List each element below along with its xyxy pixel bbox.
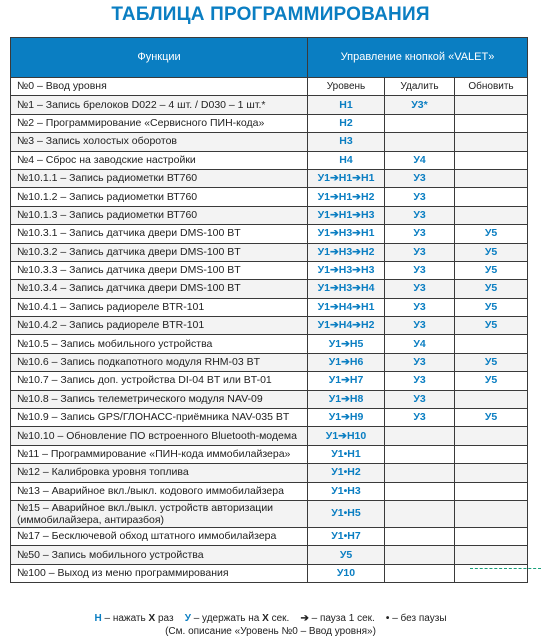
- delete-cell: У3: [385, 261, 455, 279]
- update-cell: У5: [455, 261, 528, 279]
- level-cell: У1•Н3: [308, 482, 385, 500]
- table-row: [11, 78, 528, 96]
- table-row: [11, 527, 528, 545]
- legend: [0, 612, 541, 638]
- delete-cell: [385, 564, 455, 582]
- func-cell: №10.3.4 – Запись датчика двери DMS-100 BT: [11, 280, 308, 298]
- update-cell: У5: [455, 243, 528, 261]
- level-cell: Н1: [308, 96, 385, 114]
- update-cell: У5: [455, 298, 528, 316]
- table-row: [11, 206, 528, 224]
- func-cell: №17 – Бесключевой обход штатного иммобилайзера: [11, 527, 308, 545]
- level-cell: У1•Н1: [308, 445, 385, 463]
- delete-cell: У4: [385, 151, 455, 169]
- update-cell: [455, 151, 528, 169]
- table-row: [11, 500, 528, 527]
- update-cell: [455, 390, 528, 408]
- delete-cell: У3: [385, 409, 455, 427]
- programming-table: [10, 37, 528, 583]
- delete-cell: Удалить: [385, 78, 455, 96]
- delete-cell: У3: [385, 317, 455, 335]
- level-cell: Н2: [308, 114, 385, 132]
- level-cell: У1➔Н7: [308, 372, 385, 390]
- update-cell: [455, 464, 528, 482]
- func-cell: №13 – Аварийное вкл./выкл. кодового иммобилайзера: [11, 482, 308, 500]
- update-cell: [455, 96, 528, 114]
- level-cell: У1➔Н10: [308, 427, 385, 445]
- delete-cell: [385, 114, 455, 132]
- page-title: ТАБЛИЦА ПРОГРАММИРОВАНИЯ: [111, 4, 430, 25]
- legend-dot-text: – без паузы: [389, 613, 447, 624]
- level-cell: Н4: [308, 151, 385, 169]
- legend-h-x: Х: [148, 613, 156, 624]
- delete-cell: У4: [385, 335, 455, 353]
- table-row: [11, 427, 528, 445]
- update-cell: [455, 206, 528, 224]
- update-cell: [455, 546, 528, 564]
- func-cell: №10.4.2 – Запись радиореле BTR-101: [11, 317, 308, 335]
- update-cell: У5: [455, 317, 528, 335]
- func-cell: №1 – Запись брелоков D022 – 4 шт. / D030 – 1 шт.*: [11, 96, 308, 114]
- delete-cell: У3: [385, 188, 455, 206]
- delete-cell: [385, 482, 455, 500]
- func-cell: №10.5 – Запись мобильного устройства: [11, 335, 308, 353]
- legend-h-text2: раз: [155, 613, 174, 624]
- level-cell: У1➔Н5: [308, 335, 385, 353]
- update-cell: У5: [455, 372, 528, 390]
- table-row: [11, 546, 528, 564]
- table-row: [11, 298, 528, 316]
- legend-arrow-text: – пауза 1 сек.: [308, 613, 375, 624]
- table-row: [11, 317, 528, 335]
- delete-cell: У3: [385, 243, 455, 261]
- level-cell: У1➔Н1➔Н1: [308, 169, 385, 187]
- level-cell: У1➔Н3➔Н4: [308, 280, 385, 298]
- update-cell: У5: [455, 353, 528, 371]
- level-cell: У1➔Н9: [308, 409, 385, 427]
- legend-h-key: Н: [94, 613, 102, 624]
- func-cell: №10.1.2 – Запись радиометки ВТ760: [11, 188, 308, 206]
- func-cell: №10.6 – Запись подкапотного модуля RHM-03 BT: [11, 353, 308, 371]
- table-row: [11, 151, 528, 169]
- table-row: [11, 482, 528, 500]
- table-row: [11, 280, 528, 298]
- delete-cell: [385, 445, 455, 463]
- table-row: [11, 225, 528, 243]
- level-cell: У1➔Н1➔Н2: [308, 188, 385, 206]
- update-cell: [455, 169, 528, 187]
- delete-cell: [385, 527, 455, 545]
- control-header: Управление кнопкой «VALET»: [308, 38, 528, 78]
- level-cell: У1➔Н4➔Н1: [308, 298, 385, 316]
- delete-cell: [385, 464, 455, 482]
- legend-u-text2: сек.: [268, 613, 290, 624]
- update-cell: [455, 527, 528, 545]
- legend-u-text: – удержать на: [190, 613, 263, 624]
- level-cell: У5: [308, 546, 385, 564]
- delete-cell: У3: [385, 390, 455, 408]
- level-cell: У10: [308, 564, 385, 582]
- update-cell: [455, 500, 528, 527]
- delete-cell: У3*: [385, 96, 455, 114]
- level-cell: У1➔Н6: [308, 353, 385, 371]
- table-row: [11, 372, 528, 390]
- update-cell: У5: [455, 409, 528, 427]
- func-cell: №15 – Аварийное вкл./выкл. устройств авторизации (иммобилайзера, антиразбоя): [11, 500, 308, 527]
- functions-header: Функции: [11, 38, 308, 78]
- func-cell: №0 – Ввод уровня: [11, 78, 308, 96]
- level-cell: У1•Н7: [308, 527, 385, 545]
- level-cell: У1•Н5: [308, 500, 385, 527]
- level-cell: Уровень: [308, 78, 385, 96]
- legend-u-x: Х: [262, 613, 269, 624]
- table-row: [11, 261, 528, 279]
- func-cell: №10.9 – Запись GPS/ГЛОНАСС-приёмника NAV-035 BT: [11, 409, 308, 427]
- func-cell: №10.8 – Запись телеметрического модуля NAV-09: [11, 390, 308, 408]
- func-cell: №12 – Калибровка уровня топлива: [11, 464, 308, 482]
- update-cell: [455, 133, 528, 151]
- delete-cell: У3: [385, 206, 455, 224]
- delete-cell: У3: [385, 353, 455, 371]
- delete-cell: У3: [385, 225, 455, 243]
- update-cell: У5: [455, 280, 528, 298]
- legend-u-key: У: [184, 613, 191, 624]
- level-cell: У1➔Н4➔Н2: [308, 317, 385, 335]
- delete-cell: У3: [385, 280, 455, 298]
- delete-cell: У3: [385, 169, 455, 187]
- func-cell: №11 – Программирование «ПИН-кода иммобилайзера»: [11, 445, 308, 463]
- update-cell: [455, 335, 528, 353]
- level-cell: У1➔Н8: [308, 390, 385, 408]
- delete-cell: У3: [385, 372, 455, 390]
- update-cell: [455, 188, 528, 206]
- table-row: [11, 133, 528, 151]
- table-row: [11, 409, 528, 427]
- table-row: [11, 335, 528, 353]
- delete-cell: [385, 133, 455, 151]
- func-cell: №50 – Запись мобильного устройства: [11, 546, 308, 564]
- delete-cell: [385, 546, 455, 564]
- dashed-divider: [470, 568, 541, 569]
- func-cell: №10.4.1 – Запись радиореле BTR-101: [11, 298, 308, 316]
- func-cell: №10.1.3 – Запись радиометки ВТ760: [11, 206, 308, 224]
- level-cell: У1➔Н3➔Н2: [308, 243, 385, 261]
- level-cell: У1•Н2: [308, 464, 385, 482]
- table-row: [11, 188, 528, 206]
- table-row: [11, 390, 528, 408]
- table-row: [11, 169, 528, 187]
- delete-cell: У3: [385, 298, 455, 316]
- level-cell: У1➔Н1➔Н3: [308, 206, 385, 224]
- table-row: [11, 114, 528, 132]
- table-row: [11, 243, 528, 261]
- func-cell: №10.3.1 – Запись датчика двери DMS-100 BT: [11, 225, 308, 243]
- table-row: [11, 445, 528, 463]
- update-cell: [455, 482, 528, 500]
- func-cell: №100 – Выход из меню программирования: [11, 564, 308, 582]
- func-cell: №4 – Сброс на заводские настройки: [11, 151, 308, 169]
- func-cell: №10.1.1 – Запись радиометки ВТ760: [11, 169, 308, 187]
- func-cell: №10.3.3 – Запись датчика двери DMS-100 BT: [11, 261, 308, 279]
- legend-h-text: – нажать: [101, 613, 149, 624]
- func-cell: №10.10 – Обновление ПО встроенного Bluetooth-модема: [11, 427, 308, 445]
- table-row: [11, 464, 528, 482]
- update-cell: Обновить: [455, 78, 528, 96]
- level-cell: У1➔Н3➔Н3: [308, 261, 385, 279]
- table-row: [11, 564, 528, 582]
- update-cell: [455, 427, 528, 445]
- update-cell: [455, 114, 528, 132]
- func-cell: №2 – Программирование «Сервисного ПИН-кода»: [11, 114, 308, 132]
- table-row: [11, 353, 528, 371]
- func-cell: №3 – Запись холостых оборотов: [11, 133, 308, 151]
- delete-cell: [385, 500, 455, 527]
- level-cell: У1➔Н3➔Н1: [308, 225, 385, 243]
- legend-arrow-icon: ➔: [300, 613, 309, 624]
- update-cell: У5: [455, 225, 528, 243]
- update-cell: [455, 445, 528, 463]
- func-cell: №10.7 – Запись доп. устройства DI-04 BT или BT-01: [11, 372, 308, 390]
- legend-note: (См. описание «Уровень №0 – Ввод уровня»): [165, 626, 376, 637]
- func-cell: №10.3.2 – Запись датчика двери DMS-100 BT: [11, 243, 308, 261]
- delete-cell: [385, 427, 455, 445]
- legend-dot-icon: •: [385, 613, 390, 624]
- table-row: [11, 96, 528, 114]
- level-cell: Н3: [308, 133, 385, 151]
- legend-line: [0, 612, 541, 625]
